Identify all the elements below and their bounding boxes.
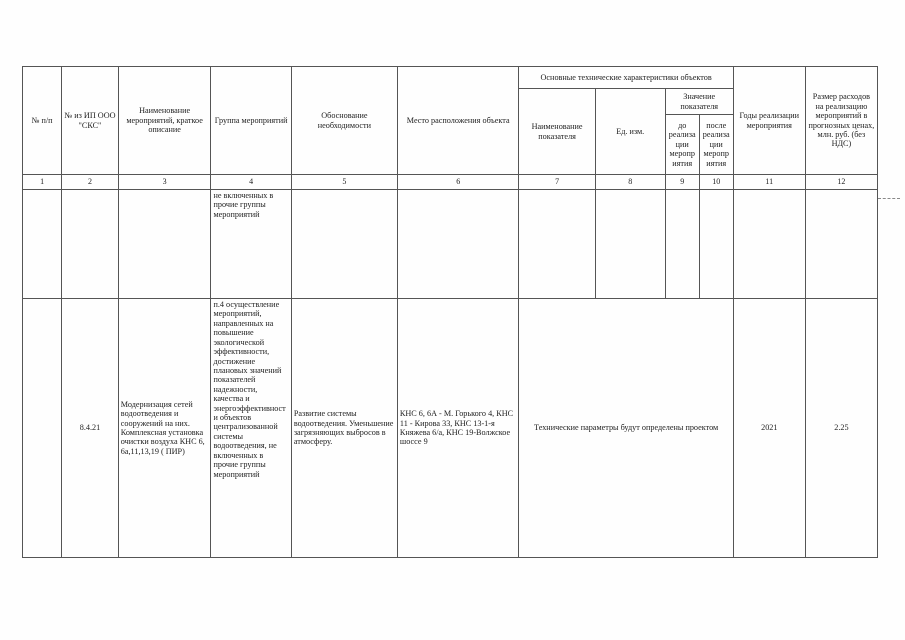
header-location: Место расположения объекта (397, 67, 519, 175)
col-number: 10 (699, 175, 733, 190)
table-row (23, 299, 878, 558)
col-number: 9 (665, 175, 699, 190)
col-number: 2 (62, 175, 119, 190)
col-number: 8 (595, 175, 665, 190)
col-number: 5 (291, 175, 397, 190)
col-number: 12 (805, 175, 877, 190)
header-ip-num: № из ИП ООО "СКС" (62, 67, 119, 175)
cell-group: п.4 осуществление мероприятий, направленных на повышение экологической эффективности, достижение плановых значений показателей надежности, качества и энергоэффективности объектов централизованной системы водоотведения, не включенных в прочие группы мероприятий (211, 299, 291, 558)
cell-empty (62, 190, 119, 299)
header-row-1 (23, 67, 878, 89)
cell-empty (118, 190, 211, 299)
header-name: Наименование мероприятий, краткое описание (118, 67, 211, 175)
cell-years: 2021 (733, 299, 805, 558)
measures-table (22, 66, 878, 558)
header-tech-group: Основные технические характеристики объектов (519, 67, 733, 89)
cell-empty (699, 190, 733, 299)
cell-ip-num: 8.4.21 (62, 299, 119, 558)
col-number: 7 (519, 175, 595, 190)
cell-location: КНС 6, 6А - М. Горького 4, КНС 11 - Кирова 33, КНС 13-1-я Княжева 6/а, КНС 19-Волжское шоссе 9 (397, 299, 519, 558)
header-values-group: Значение показателя (665, 89, 733, 115)
cell-cost: 2.25 (805, 299, 877, 558)
header-reason: Обоснование необходимости (291, 67, 397, 175)
header-group: Группа мероприятий (211, 67, 291, 175)
header-before: до реализации мероприятия (665, 115, 699, 175)
header-num: № п/п (23, 67, 62, 175)
cell-empty (665, 190, 699, 299)
table-row (23, 190, 878, 299)
cell-num (23, 299, 62, 558)
cell-empty (291, 190, 397, 299)
header-after: после реализации мероприятия (699, 115, 733, 175)
cell-empty (805, 190, 877, 299)
header-cost: Размер расходов на реализацию мероприятий в прогнозных ценах, млн. руб. (без НДС) (805, 67, 877, 175)
cell-empty (23, 190, 62, 299)
col-number: 3 (118, 175, 211, 190)
header-years: Годы реализации мероприятия (733, 67, 805, 175)
col-number: 4 (211, 175, 291, 190)
cell-empty (595, 190, 665, 299)
col-number: 6 (397, 175, 519, 190)
header-indicator: Наименование показателя (519, 89, 595, 175)
cell-empty (733, 190, 805, 299)
cell-group: не включенных в прочие группы мероприятий (211, 190, 291, 299)
col-number: 11 (733, 175, 805, 190)
cell-name: Модернизация сетей водоотведения и сооружений на них. Комплексная установка очистки воздуха КНС 6, 6а,11,13,19 ( ПИР) (118, 299, 211, 558)
cell-empty (519, 190, 595, 299)
header-unit: Ед. изм. (595, 89, 665, 175)
cell-tech: Технические параметры будут определены проектом (519, 299, 733, 558)
column-numbers-row (23, 175, 878, 190)
col-number: 1 (23, 175, 62, 190)
cell-empty (397, 190, 519, 299)
page-edge-mark (878, 198, 900, 199)
cell-reason: Развитие системы водоотведения. Уменьшение загрязняющих выбросов в атмосферу. (291, 299, 397, 558)
